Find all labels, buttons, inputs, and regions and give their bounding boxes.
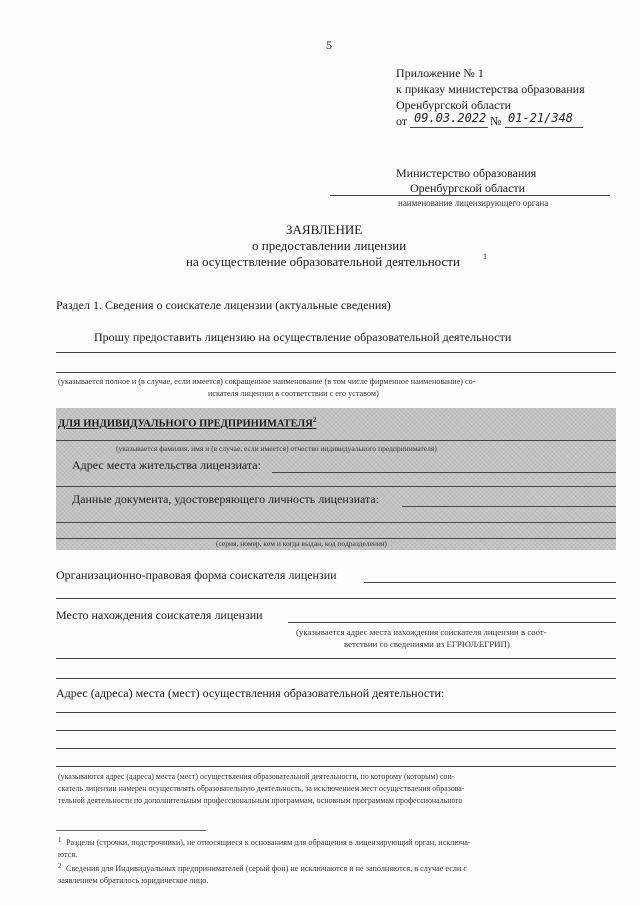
activity-addresses-label: Адрес (адреса) места (мест) осуществления образовательной деятельности: bbox=[56, 686, 445, 700]
addresses-caption-line3: тельной деятельности по дополнительным профессиональным программам, основным программам профессионального bbox=[58, 796, 463, 805]
individual-heading bbox=[58, 416, 316, 430]
appendix-line3: Оренбургской области bbox=[396, 98, 512, 112]
identity-document-caption: (серия, номер, кем и когда выдан, код подразделения) bbox=[216, 539, 387, 548]
appendix-number-value: 01-21/348 bbox=[508, 111, 574, 125]
legal-form-label: Организационно-правовая форма соискателя лицензии bbox=[56, 568, 337, 582]
individual-heading-text: ДЛЯ ИНДИВИДУАЛЬНОГО ПРЕДПРИНИМАТЕЛЯ bbox=[58, 418, 313, 430]
addresses-caption-line2: скатель лицензии намерен осуществлять образовательную деятельность, за исключением мест осуществления образова- bbox=[58, 784, 465, 793]
appendix-line1: Приложение № 1 bbox=[396, 66, 484, 80]
identity-document-label: Данные документа, удостоверяющего личность лицензиата: bbox=[72, 492, 380, 506]
location-caption-line2: ветствии со сведениями из ЕГРЮЛ/ЕГРИП) bbox=[344, 639, 510, 649]
title-line1: ЗАЯВЛЕНИЕ bbox=[286, 222, 363, 237]
section1-caption-line2: искателя лицензии в соответствии с его уставом) bbox=[208, 389, 379, 398]
page-number: 5 bbox=[326, 38, 332, 52]
section1-heading: Раздел 1. Сведения о соискателе лицензии (актуальные сведения) bbox=[56, 298, 391, 312]
footnote1-mark: 1 bbox=[58, 836, 62, 844]
footnote1-line1: Разделы (строчки, подстрочники), не относящиеся к основаниям для обращения в лицензирующий орган, исключа- bbox=[66, 838, 471, 847]
section1-request: Прошу предоставить лицензию на осуществление образовательной деятельности bbox=[94, 330, 512, 344]
addresses-caption-line1: (указываются адрес (адреса) места (мест) осуществления образовательной деятельности, по которому (которым) сои- bbox=[58, 772, 455, 781]
individual-footnote-mark: 2 bbox=[312, 416, 317, 424]
footnote2-mark: 2 bbox=[58, 862, 62, 870]
appendix-number-prefix: № bbox=[490, 114, 502, 128]
location-label: Место нахождения соискателя лицензии bbox=[56, 608, 263, 622]
appendix-line2: к приказу министерства образования bbox=[396, 82, 585, 96]
licensing-org-line2: Оренбургской области bbox=[410, 181, 526, 195]
footnote2-line2: заявлением обратилось юридическое лицо. bbox=[58, 876, 209, 885]
licensing-org-caption: наименование лицензирующего органа bbox=[398, 198, 549, 208]
title-line2: о предоставлении лицензии bbox=[252, 238, 407, 253]
appendix-date-prefix: от bbox=[396, 114, 408, 128]
footnote1-line2: ются. bbox=[58, 850, 78, 859]
appendix-date-value: 09.03.2022 bbox=[414, 111, 487, 125]
individual-entrepreneur-block bbox=[56, 408, 616, 550]
title-footnote-mark: 1 bbox=[483, 252, 487, 261]
location-caption-line1: (указывается адрес места нахождения соискателя лицензии в соот- bbox=[296, 627, 547, 637]
footnote2-line1: Сведения для Индивидуальных предпринимателей (серый фон) не исключаются и не заполняются, в случае если с bbox=[66, 864, 468, 873]
individual-fio-caption: (указывается фамилия, имя и (в случае, если имеется) отчество индивидуального предпринимателя) bbox=[116, 444, 437, 453]
title-line3: на осуществление образовательной деятельности bbox=[186, 254, 460, 269]
section1-caption-line1: (указывается полное и (в случае, если имеется) сокращенное наименование (в том числе фирменное наименование) со- bbox=[58, 377, 476, 386]
licensing-org-line1: Министерство образования bbox=[396, 166, 537, 180]
residence-address-label: Адрес места жительства лицензиата: bbox=[72, 458, 261, 472]
